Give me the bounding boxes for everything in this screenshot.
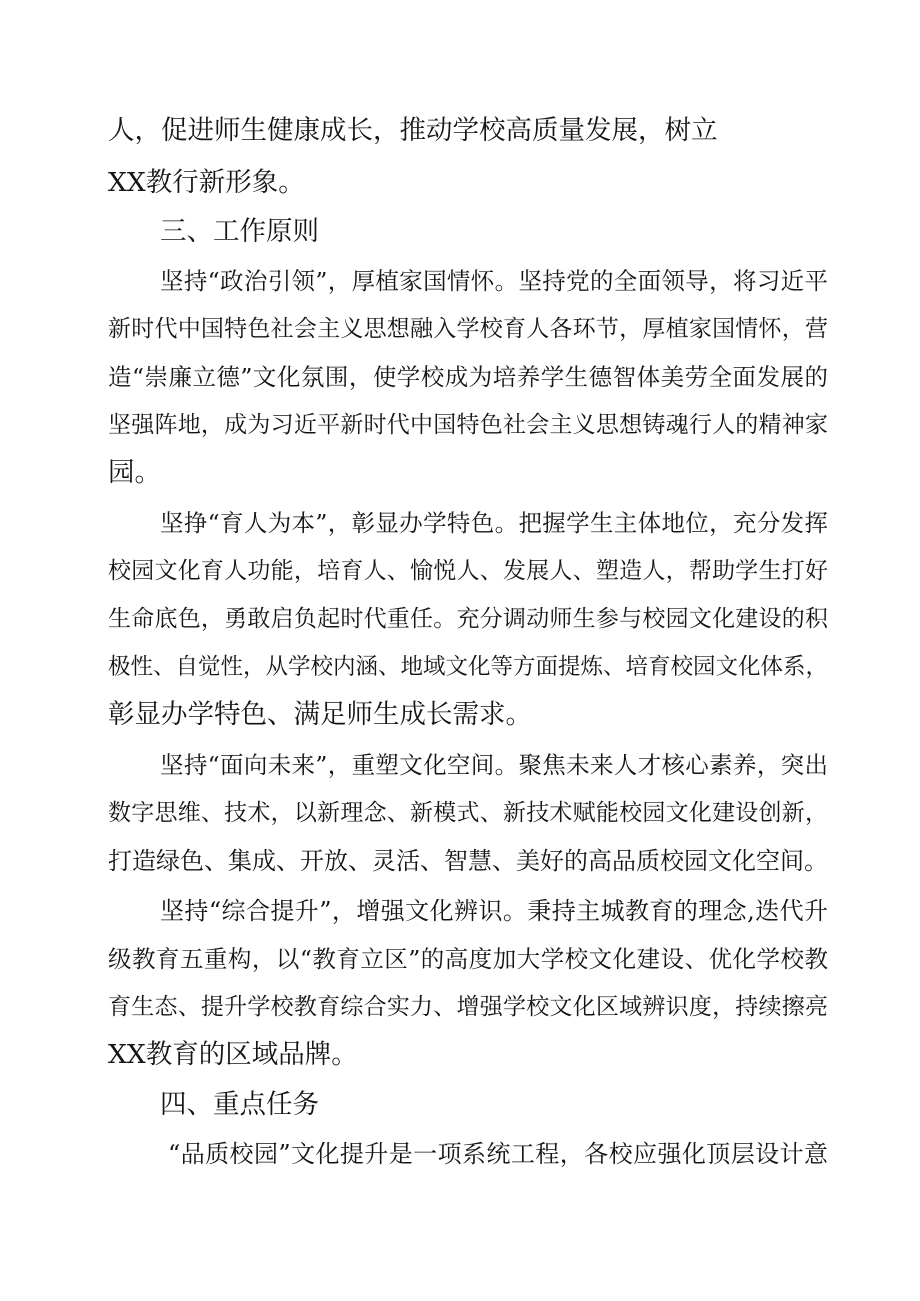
text-line: 级教育五重构，以“教育立区”的高度加大学校文化建设、优化学校教 bbox=[108, 945, 828, 973]
text-line: 育生态、提升学校教育综合实力、增强学校文化区域辨识度，持续擦亮 bbox=[108, 994, 828, 1020]
text-line: 人，促进师生健康成长，推动学校高质量发展，树立 bbox=[108, 115, 718, 146]
text-line: 坚持“政治引领”，厚植家国情怀。坚持党的全面领导，将习近平 bbox=[160, 267, 828, 295]
text-line: 坚强阵地，成为习近平新时代中国特色社会主义思想铸魂行人的精神家 bbox=[108, 412, 828, 438]
text-line: XX教行新形象。 bbox=[108, 167, 305, 198]
text-line: 极性、自觉性，从学校内涵、地域文化等方面提炼、培育校园文化体系， bbox=[108, 654, 828, 680]
text-line: 坚持“综合提升”，增强文化辨识。秉持主城教育的理念,迭代升 bbox=[160, 897, 828, 925]
text-line: “品质校园”文化提升是一项系统工程，各校应强化顶层设计意 bbox=[168, 1140, 828, 1168]
text-line: 打造绿色、集成、开放、灵活、智慧、美好的高品质校园文化空间。 bbox=[108, 847, 828, 875]
text-line: 彰显办学特色、满足师生成长需求。 bbox=[108, 699, 532, 730]
text-line: 造“崇廉立德”文化氛围，使学校成为培养学生德智体美劳全面发展的 bbox=[108, 363, 828, 391]
text-line: 新时代中国特色社会主义思想融入学校育人各环节，厚植家国情怀，营 bbox=[108, 316, 828, 342]
text-line: 坚挣“育人为本”，彰显办学特色。把握学生主体地位，充分发挥 bbox=[160, 509, 828, 537]
section-heading: 三、工作原则 bbox=[160, 216, 319, 247]
text-line: 数字思维、技术，以新理念、新模式、新技术赋能校园文化建设创新， bbox=[108, 800, 828, 826]
text-line: 坚持“面向未来”，重塑文化空间。聚焦未来人才核心素养，突出 bbox=[160, 751, 828, 779]
text-line: 生命底色，勇敢启负起时代重任。充分调动师生参与校园文化建设的积 bbox=[108, 606, 828, 632]
text-line: 园。 bbox=[108, 457, 161, 488]
text-line: XX教育的区域品牌。 bbox=[108, 1039, 358, 1070]
section-heading: 四、重点任务 bbox=[160, 1089, 319, 1120]
text-line: 校园文化育人功能，培育人、愉悦人、发展人、塑造人，帮助学生打好 bbox=[108, 558, 828, 584]
